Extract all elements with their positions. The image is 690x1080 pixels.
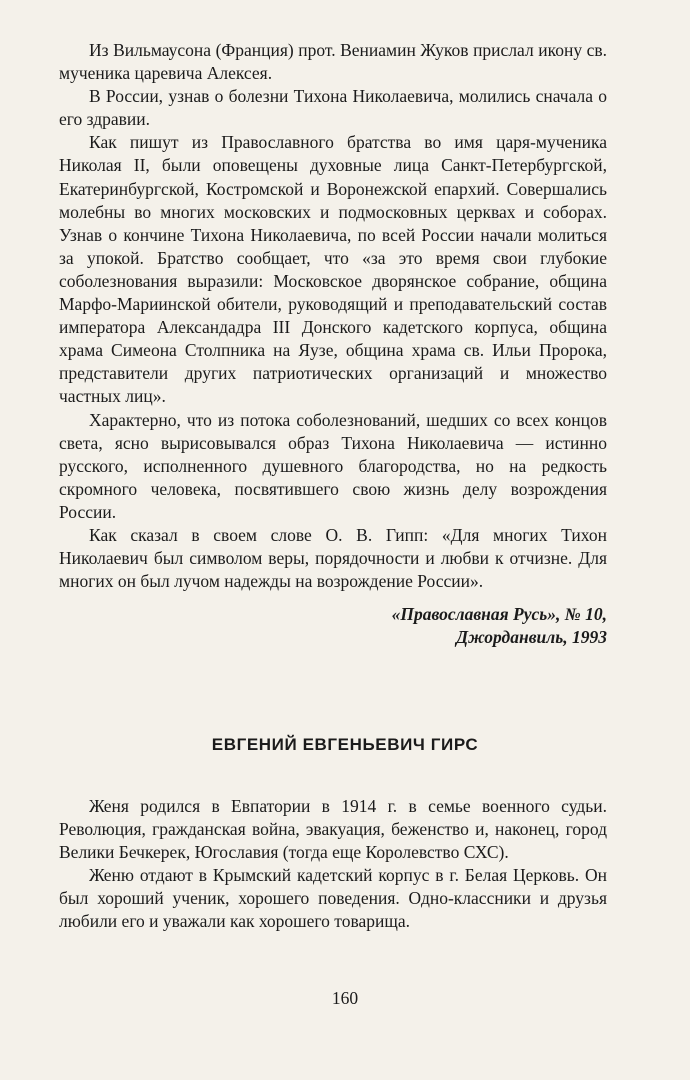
paragraph: В России, узнав о болезни Тихона Николаевича, молились сначала о его здравии. bbox=[59, 86, 607, 130]
source-line-2: Джорданвиль, 1993 bbox=[456, 627, 607, 647]
paragraph: Как сказал в своем слове О. В. Гипп: «Для многих Тихон Николаевич был символом веры, порядочности и любви к отчизне. Для многих он был лучом надежды на возрождение России». bbox=[59, 524, 607, 592]
section-heading: ЕВГЕНИЙ ЕВГЕНЬЕВИЧ ГИРС bbox=[211, 735, 479, 754]
paragraph: Характерно, что из потока соболезнований, шедших со всех концов света, ясно вырисовывался образ Тихона Николаевича — истинно русского, исполненного душевного благородства, но на редкость скромного человека, посвятившего свою жизнь делу возрождения России. bbox=[59, 409, 607, 522]
page-number: 160 bbox=[331, 988, 359, 1008]
paragraph: Как пишут из Православного братства во имя царя-мученика Николая II, были оповещены духовные лица Санкт-Петербургской, Екатеринбургской, Костромской и Воронежской епархий. Совершались молебны во многих московских и подмосковных церквах и соборах. Узнав о кончине Тихона Николаевича, по всей России начали молиться за упокой. Братство сообщает, что «за это время свои глубокие соболезнования выразили: Московское дворянское собрание, община Марфо-Мариинской обители, руководящий и преподавательский состав императора Александадра III Донского кадетского корпуса, община храма Симеона Столпника на Яузе, община храма св. Ильи Пророка, представители других патриотических организаций и множество частных лиц». bbox=[59, 132, 607, 407]
source-line-1: «Православная Русь», № 10, bbox=[391, 604, 607, 624]
paragraph: Женю отдают в Крымский кадетский корпус в г. Белая Церковь. Он был хороший ученик, хорошего поведения. Одно-классники и друзья любили его и уважали как хорошего товарища. bbox=[59, 865, 607, 932]
source-citation bbox=[392, 603, 607, 649]
paragraph: Из Вильмаусона (Франция) прот. Вениамин Жуков прислал икону св. мученика царевича Алексея. bbox=[59, 40, 607, 84]
paragraph: Женя родился в Евпатории в 1914 г. в семье военного судьи. Революция, гражданская война, эвакуация, беженство и, наконец, город Велики Бечкерек, Югославия (тогда еще Королевство СХС). bbox=[59, 796, 607, 863]
top-text-block bbox=[59, 39, 607, 593]
bottom-text-block bbox=[59, 795, 607, 934]
